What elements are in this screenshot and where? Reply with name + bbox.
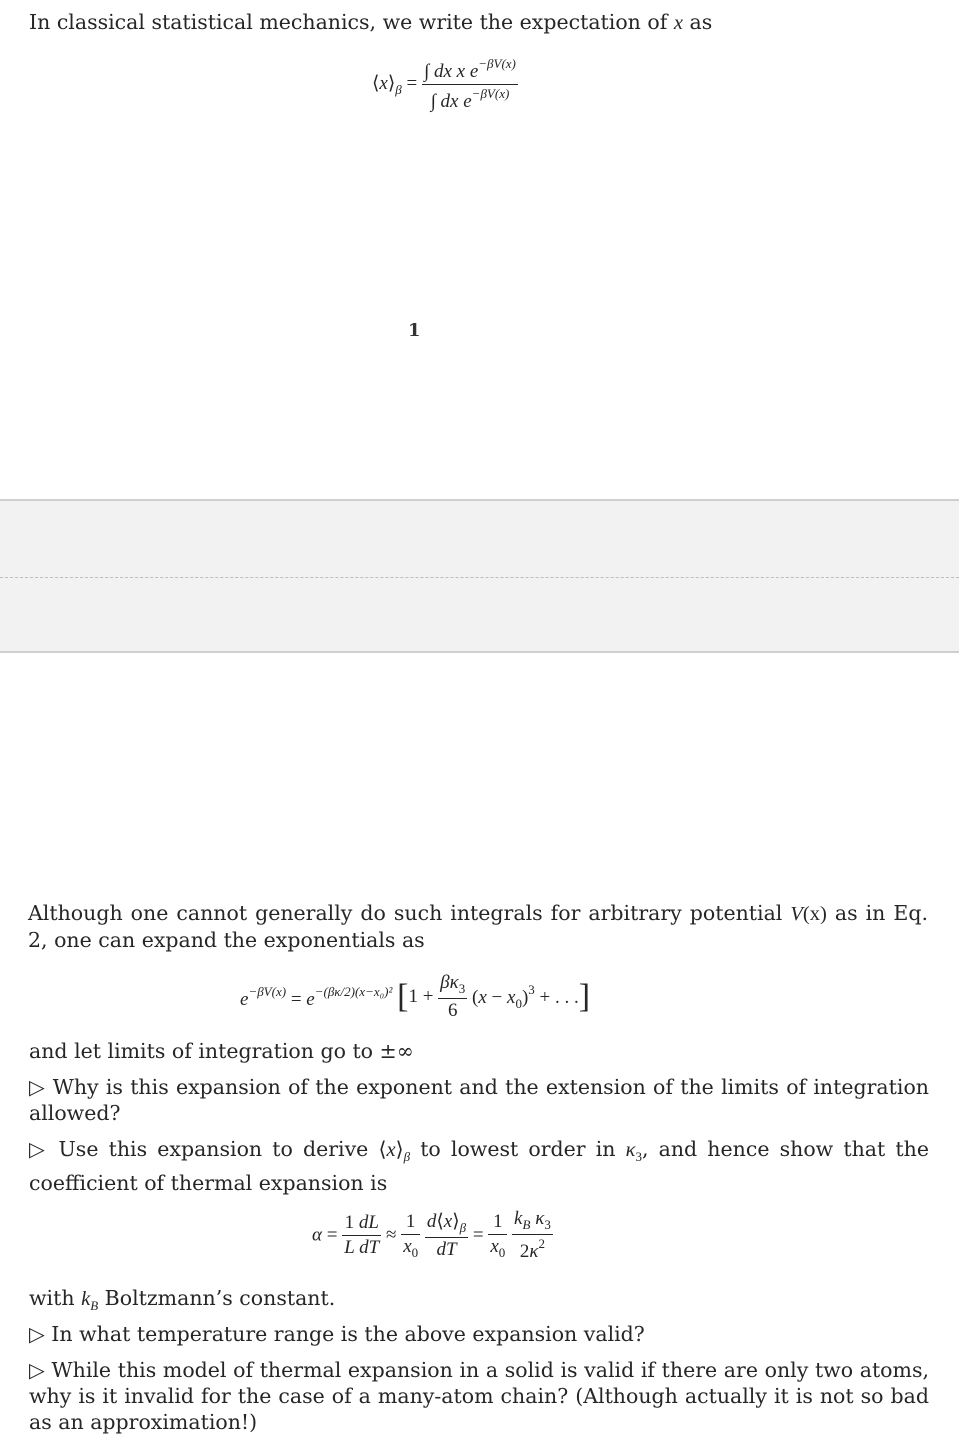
limits-line: and let limits of integration go to ±∞ — [29, 1039, 414, 1063]
page-break — [0, 499, 959, 653]
question-2: ▷ Use this expansion to derive $⟨x⟩_\beta$ to lowest order in $\kappa_3$, and hence show that the coefficient of thermal expansion is — [29, 1137, 929, 1195]
potential-argument: (x) — [802, 903, 827, 925]
intro-as: as — [689, 10, 713, 34]
thermal-expansion-equation: α = $\frac{1 dL}{\text{L dT}}$ ≈ $\frac{1}{x_0}$ $\frac{d⟨x⟩_\beta}{dT}$ = $\frac{1}{x_0}$ $\frac{k_B \kappa_3}{2\kappa^2}$ — [312, 1208, 551, 1262]
potential-symbol: V — [790, 903, 803, 925]
question-4: ▷ While this model of thermal expansion in a solid is valid if there are only two atoms, why is it invalid for the case of a many-atom chain? (Although actually it is not so bad as an approximation!) — [29, 1358, 929, 1434]
q2-text-b: to lowest order in — [420, 1137, 616, 1161]
para1-text-b: as in Eq. 2, one can expand the exponentials as — [28, 901, 928, 952]
page-number: 1 — [408, 320, 421, 341]
intro-text: In classical statistical mechanics, we write the expectation of — [29, 10, 668, 34]
expectation-equation: $⟨x⟩_\beta$ = $\frac{\int dx x e^{-\beta V(x)}}{\int dx e^{-\beta V(x)}}$ — [372, 56, 516, 112]
q2-text-a: ▷ Use this expansion to derive — [29, 1137, 369, 1161]
q2-text-c: , and hence show that the coefficient of thermal expansion is — [29, 1137, 929, 1195]
kb-text-b: Boltzmann’s constant. — [104, 1286, 336, 1310]
intro-paragraph — [29, 9, 929, 36]
page-break-line — [0, 577, 959, 578]
kb-text-a: with — [29, 1286, 75, 1310]
question-3: ▷ In what temperature range is the above expansion valid? — [29, 1322, 645, 1346]
exponential-expansion-equation: $e^{-\beta V(x)} = e^{-(\beta\kappa/2)(x-x_0)^2}$ [1 + $\frac{\beta\kappa_3}{6}$ $(x - x_0)^3$ + . . .] — [240, 972, 591, 1021]
question-1: ▷ Why is this expansion of the exponent and the extension of the limits of integration allowed? — [29, 1075, 929, 1125]
expansion-paragraph — [28, 900, 928, 953]
boltzmann-line: with $k_B$ Boltzmann’s constant. — [29, 1286, 336, 1313]
para1-text-a: Although one cannot generally do such integrals for arbitrary potential — [28, 901, 783, 925]
intro-variable: x — [673, 12, 683, 34]
